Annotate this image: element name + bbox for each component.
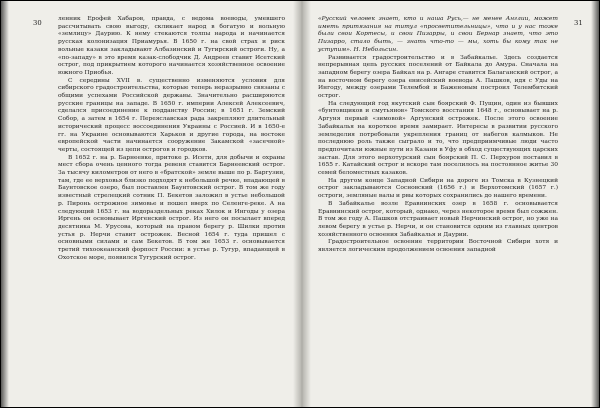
paragraph: На другом конце Западной Сибири на дороге из Томска в Кузнецкий острог закладываются Сосновский (1656 г.) и Верхотомский (1657 г.) остроги, земляные валы и рвы которых сохранились до нашего времени. (318, 177, 558, 200)
paragraph: С середины XVII в. существенно изменяются условия для сибирского градостроительства, которые теперь неразрывно связаны с общими успехами Российской державы. Значительно расширяются русские границы на западе. В 1650 г. империи Алексей Алексеевич, сделался присоединение к подданству России; в 1651 г. Земский Собор, а затем в 1654 г. Переяславская рада закрепляют длительный исторический процесс воссоединения Украины с Россией. И в 1650-е гг. на Украине основываются Харьков и другие города, на востоке европейской части начинается сооружение Закамской «засечной» черты, состоящей из цепи острогов и городков. (58, 77, 285, 153)
book-gutter (293, 1, 311, 407)
right-page-text (318, 16, 558, 255)
paragraph: В 1652 г. на р. Барнеевке, притоке р. Исети, для добычи и охраны мест сбора очень ценного тогда ревеня ставится Барнеевский острог. За тысячу километров от него в «братской» земле выше по р. Баргузин, там, где ее верховья близко подходят к небольшой речке, впадающей в Баунтовское озеро, был поставлен Баунтовский острог. В том же году известный стрелецкий сотник П. Бекетов заложил в устье небольшой р. Пиронь острожное зимовье и пошел вверх по Селенге-реке. А на следующий 1653 г. на водораздельных реках Хилок и Ингоды у озера Иргень он основывает Иргенский острог. Из него он посылает вперед десятника М. Урусова, который на правом берегу р. Шилки против устья р. Нерчи ставит острожек. Весной 1654 г. туда пришел с основными силами и сам Бекетов. В том же 1653 г. основывается третий тихоокеанский форпост России: в устье р. Тугур, впадающей в Охотское море, появился Тугурский острог. (58, 154, 285, 261)
page-number-right: 31 (574, 19, 583, 27)
left-page-text (58, 16, 285, 263)
page-edge-shadow-left (1, 1, 9, 407)
paragraph: Развивается градостроительство и в Забайкалье. Здесь создается непрерывная цепь русских поселений от Байкала до Амура. Сначала на западном берегу озера Байкал на р. Ангаре ставится Балаганский острог, а на восточном берегу озера енисейский воевода А. Пашков, идя с Уды на Ингоду, между озерами Телембой и Баженовым построил Телембитский острог. (318, 54, 558, 100)
page-edge-shadow-right (591, 1, 599, 407)
page-number-left: 30 (33, 19, 42, 27)
paragraph: Градостроительное освоение территории Восточной Сибири хотя и является логическим продолжением освоения западной (318, 239, 558, 254)
paragraph: ленник Ерофей Хабаров, правда, с ведома воеводы, умевшего рассчитывать свою выгоду, скликает народ в богатую и вольную «землицу» Даурию. К нему стекаются толпы народа и начинается русская колонизация Приамурья. В 1650 г. на свой страх и риск вольные казаки закладывают Албазинский и Тугирский остроги. Ну, а «по-западу» в это время казак-слободчик Д. Андреев ставит Исетский острог, под прикрытием которого начинается хозяйственное освоение южного Приобья. (58, 16, 285, 76)
paragraph: В Забайкалье возле Еравнинских озер в 1658 г. основывается Еравнинский острог, который, однако, через некоторое время был сожжен. В том же году А. Пашков отстраивает новый Нерчинский острог, но уже на левом берегу в устье р. Нерчи, и он становится одним из главных центров хозяйственного освоения Забайкалья и Даурии. (318, 200, 558, 238)
book-spread (1, 1, 599, 407)
quote-paragraph: «Русский человек знает, кто и наша Русь,— не менее Англии, может иметь притязания на титул «просветительницы», что и у нас тоже были свои Кортесы, и свои Пизарры, и свои Бернар знает, что это Пизарро, стало быть, — знать что-то — мы, хоть бы кому так не уступим». Н. Небольсин. (318, 16, 558, 53)
paragraph: На следующий год якутский сын боярский Ф. Пущин, один из бывших «бунтовщиков и смутьянов» Томского восстания 1648 г., основывает на р. Аргуня первый «зимовой» Аргунский острожек. После этого освоение Забайкалья на короткое время замирает. Интересы в развитии русского земледелия потребовали укрепления границ от набегов калмыков. Не последнюю роль также сыграло и то, что предприимчивые люди часто предпочитали южные пути из Казани в Уфу в обход существующих царских застав. Для этого верхотурский сын боярский П. С. Перхуров поставил в 1655 г. Катайский острог и вскоре там поселилось на постоянное житье 30 семей беломестных казаков. (318, 100, 558, 177)
